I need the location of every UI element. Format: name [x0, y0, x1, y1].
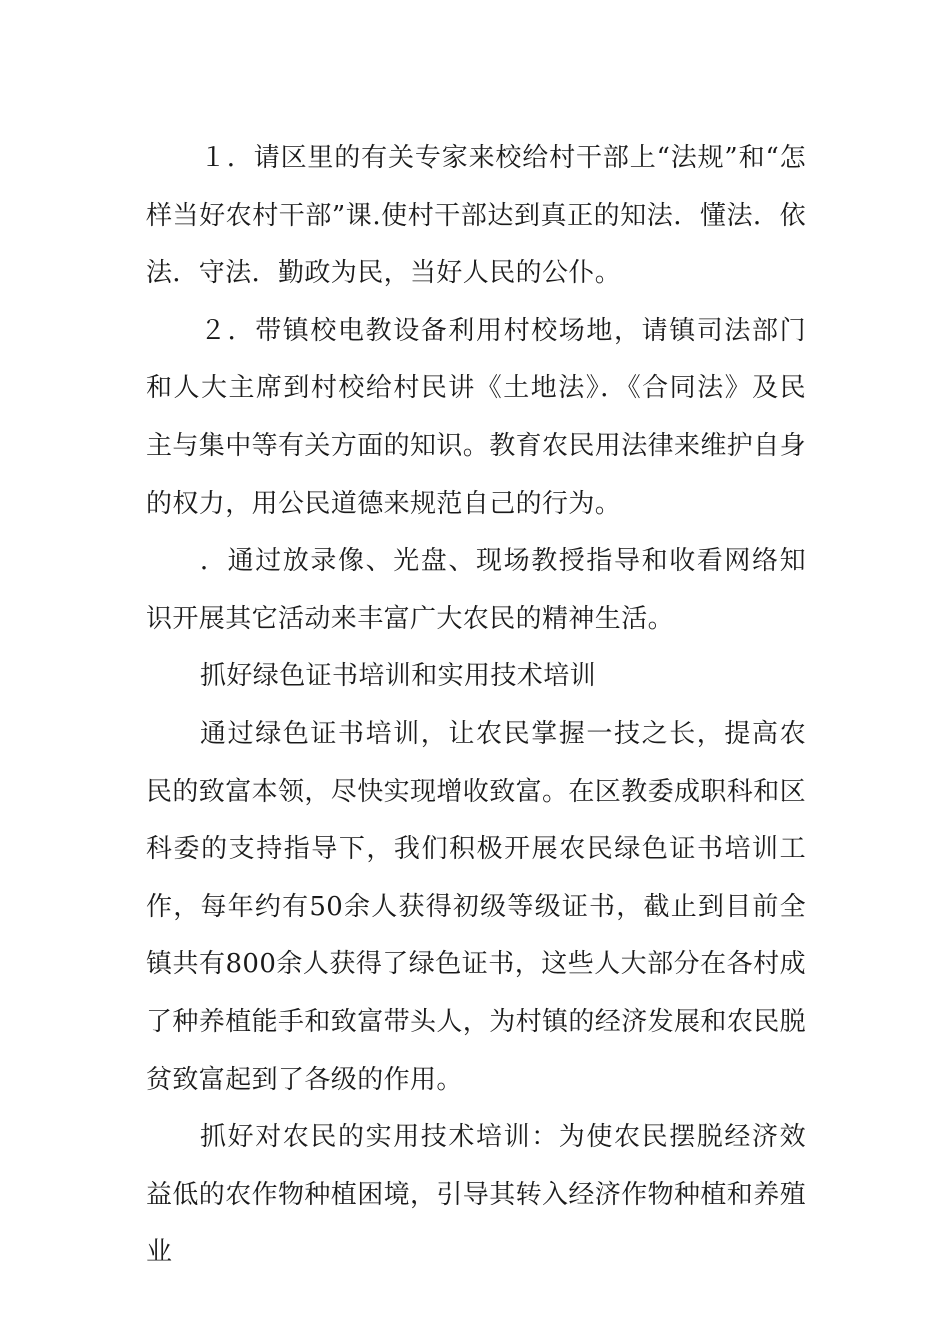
paragraph-cultural-activities: ．通过放录像、光盘、现场教授指导和收看网络知识开展其它活动来丰富广大农民的精神生活。 [146, 546, 806, 634]
document-body [146, 130, 806, 1282]
paragraph-practical-technical-training: 抓好对农民的实用技术培训：为使农民摆脱经济效益低的农作物种植困境，引导其转入经济作物种植和养殖业 [146, 1122, 807, 1268]
paragraph-judicial-lecture: ２．带镇校电教设备利用村校场地，请镇司法部门和人大主席到村校给村民讲《土地法》．《合同法》及民主与集中等有关方面的知识。教育农民用法律来维护自身的权力，用公民道德来规范自己的行为。 [146, 315, 807, 519]
paragraph-green-certificate-training: 通过绿色证书培训，让农民掌握一技之长，提高农民的致富本领，尽快实现增收致富。在区教委成职科和区科委的支持指导下，我们积极开展农民绿色证书培训工作，每年约有50余人获得初级等级证书，截止到目前全镇共有800余人获得了绿色证书，这些人大部分在各村成了种养植能手和致富带头人，为村镇的经济发展和农民脱贫致富起到了各级的作用。 [146, 718, 807, 1095]
section-heading-green-certificate: 抓好绿色证书培训和实用技术培训 [200, 661, 597, 692]
paragraph-law-lecture: １．请区里的有关专家来校给村干部上“法规”和“怎样当好农村干部”课.使村干部达到真正的知法．懂法．依法．守法．勤政为民，当好人民的公仆。 [146, 143, 806, 289]
